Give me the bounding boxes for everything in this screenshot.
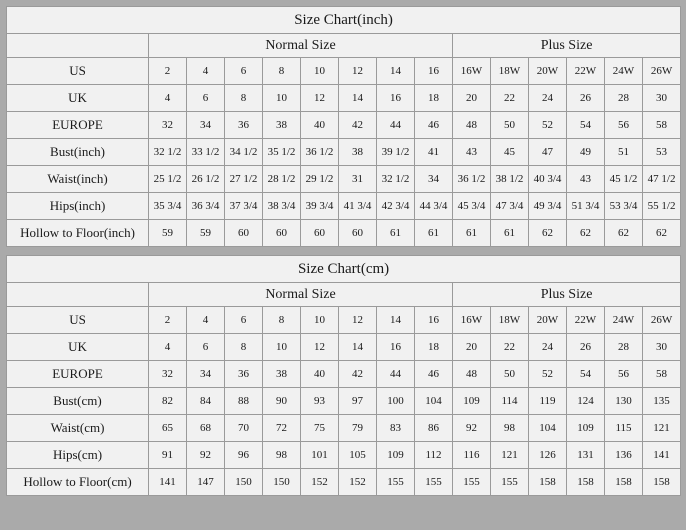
cell: 8 [225, 85, 263, 112]
cell: 16W [453, 58, 491, 85]
cell: 34 [187, 112, 225, 139]
chart-title: Size Chart(inch) [7, 7, 681, 34]
cell: 41 [415, 139, 453, 166]
cell: 126 [529, 442, 567, 469]
cell: 12 [339, 307, 377, 334]
cell: 16 [415, 307, 453, 334]
cell: 38 [263, 112, 301, 139]
table-title-row [7, 7, 681, 34]
cell: 62 [529, 220, 567, 247]
cell: 30 [643, 334, 681, 361]
cell: 92 [453, 415, 491, 442]
cell: 155 [453, 469, 491, 496]
row-label: UK [7, 334, 149, 361]
cell: 79 [339, 415, 377, 442]
table-row [7, 220, 681, 247]
cell: 46 [415, 112, 453, 139]
cell: 72 [263, 415, 301, 442]
cell: 109 [453, 388, 491, 415]
cell: 10 [263, 85, 301, 112]
cell: 45 3/4 [453, 193, 491, 220]
group-header-plus: Plus Size [453, 283, 681, 307]
cell: 24 [529, 334, 567, 361]
cell: 26 1/2 [187, 166, 225, 193]
cell: 116 [453, 442, 491, 469]
row-label: Waist(cm) [7, 415, 149, 442]
table-row [7, 415, 681, 442]
table-row [7, 334, 681, 361]
cell: 53 [643, 139, 681, 166]
row-label: Hips(cm) [7, 442, 149, 469]
cell: 38 [339, 139, 377, 166]
cell: 88 [225, 388, 263, 415]
size-chart-inch-table [6, 6, 681, 247]
cell: 100 [377, 388, 415, 415]
cell: 12 [301, 85, 339, 112]
table-row [7, 139, 681, 166]
cell: 59 [149, 220, 187, 247]
cell: 158 [567, 469, 605, 496]
cell: 109 [377, 442, 415, 469]
cell: 49 [567, 139, 605, 166]
cell: 34 1/2 [225, 139, 263, 166]
cell: 4 [149, 85, 187, 112]
cell: 158 [643, 469, 681, 496]
cell: 41 3/4 [339, 193, 377, 220]
cell: 155 [377, 469, 415, 496]
cell: 45 1/2 [605, 166, 643, 193]
cell: 150 [263, 469, 301, 496]
table-row [7, 166, 681, 193]
cell: 42 [339, 112, 377, 139]
cell: 58 [643, 361, 681, 388]
cell: 90 [263, 388, 301, 415]
cell: 26 [567, 334, 605, 361]
cell: 8 [263, 307, 301, 334]
cell: 52 [529, 361, 567, 388]
cell: 22W [567, 58, 605, 85]
row-label: Hollow to Floor(cm) [7, 469, 149, 496]
cell: 47 3/4 [491, 193, 529, 220]
cell: 2 [149, 307, 187, 334]
table-row [7, 85, 681, 112]
row-label: EUROPE [7, 112, 149, 139]
cell: 60 [225, 220, 263, 247]
cell: 44 [377, 112, 415, 139]
cell: 104 [529, 415, 567, 442]
cell: 10 [301, 58, 339, 85]
cell: 4 [149, 334, 187, 361]
cell: 60 [339, 220, 377, 247]
cell: 56 [605, 361, 643, 388]
cell: 70 [225, 415, 263, 442]
cell: 22 [491, 85, 529, 112]
cell: 119 [529, 388, 567, 415]
cell: 47 [529, 139, 567, 166]
cell: 51 3/4 [567, 193, 605, 220]
cell: 51 [605, 139, 643, 166]
cell: 155 [491, 469, 529, 496]
cell: 25 1/2 [149, 166, 187, 193]
cell: 40 [301, 112, 339, 139]
cell: 98 [263, 442, 301, 469]
cell: 65 [149, 415, 187, 442]
cell: 32 1/2 [149, 139, 187, 166]
cell: 47 1/2 [643, 166, 681, 193]
table-row [7, 388, 681, 415]
cell: 2 [149, 58, 187, 85]
table-row [7, 307, 681, 334]
cell: 54 [567, 112, 605, 139]
cell: 28 1/2 [263, 166, 301, 193]
table-row [7, 193, 681, 220]
cell: 14 [377, 307, 415, 334]
cell: 60 [301, 220, 339, 247]
cell: 44 [377, 361, 415, 388]
cell: 58 [643, 112, 681, 139]
cell: 54 [567, 361, 605, 388]
cell: 24W [605, 307, 643, 334]
row-label: US [7, 58, 149, 85]
table-row [7, 442, 681, 469]
cell: 39 1/2 [377, 139, 415, 166]
cell: 93 [301, 388, 339, 415]
cell: 36 [225, 361, 263, 388]
cell: 75 [301, 415, 339, 442]
cell: 130 [605, 388, 643, 415]
cell: 152 [301, 469, 339, 496]
cell: 35 3/4 [149, 193, 187, 220]
cell: 22W [567, 307, 605, 334]
cell: 82 [149, 388, 187, 415]
row-label: EUROPE [7, 361, 149, 388]
table-row [7, 58, 681, 85]
cell: 35 1/2 [263, 139, 301, 166]
cell: 27 1/2 [225, 166, 263, 193]
cell: 40 [301, 361, 339, 388]
cell: 12 [339, 58, 377, 85]
cell: 4 [187, 58, 225, 85]
cell: 26W [643, 307, 681, 334]
cell: 48 [453, 112, 491, 139]
cell: 96 [225, 442, 263, 469]
cell: 55 1/2 [643, 193, 681, 220]
cell: 26W [643, 58, 681, 85]
cell: 18 [415, 85, 453, 112]
cell: 92 [187, 442, 225, 469]
cell: 26 [567, 85, 605, 112]
corner-cell [7, 283, 149, 307]
size-chart-cm-table [6, 255, 681, 496]
cell: 84 [187, 388, 225, 415]
cell: 101 [301, 442, 339, 469]
cell: 14 [377, 58, 415, 85]
row-label: Hips(inch) [7, 193, 149, 220]
cell: 49 3/4 [529, 193, 567, 220]
cell: 12 [301, 334, 339, 361]
table-title-row [7, 256, 681, 283]
cell: 53 3/4 [605, 193, 643, 220]
cell: 33 1/2 [187, 139, 225, 166]
cell: 97 [339, 388, 377, 415]
cell: 158 [605, 469, 643, 496]
cell: 50 [491, 361, 529, 388]
cell: 34 [187, 361, 225, 388]
cell: 36 [225, 112, 263, 139]
row-label: UK [7, 85, 149, 112]
cell: 16 [377, 85, 415, 112]
cell: 61 [377, 220, 415, 247]
cell: 6 [187, 334, 225, 361]
cell: 131 [567, 442, 605, 469]
cell: 20W [529, 307, 567, 334]
cell: 31 [339, 166, 377, 193]
cell: 50 [491, 112, 529, 139]
cell: 115 [605, 415, 643, 442]
cell: 121 [491, 442, 529, 469]
cell: 28 [605, 85, 643, 112]
cell: 36 1/2 [301, 139, 339, 166]
cell: 105 [339, 442, 377, 469]
cell: 6 [225, 58, 263, 85]
cell: 8 [225, 334, 263, 361]
cell: 32 [149, 112, 187, 139]
cell: 68 [187, 415, 225, 442]
cell: 37 3/4 [225, 193, 263, 220]
cell: 112 [415, 442, 453, 469]
cell: 20 [453, 85, 491, 112]
cell: 8 [263, 58, 301, 85]
chart-title: Size Chart(cm) [7, 256, 681, 283]
cell: 40 3/4 [529, 166, 567, 193]
cell: 121 [643, 415, 681, 442]
row-label: Bust(cm) [7, 388, 149, 415]
cell: 42 [339, 361, 377, 388]
cell: 46 [415, 361, 453, 388]
cell: 147 [187, 469, 225, 496]
row-label: US [7, 307, 149, 334]
cell: 38 3/4 [263, 193, 301, 220]
cell: 124 [567, 388, 605, 415]
cell: 52 [529, 112, 567, 139]
cell: 16 [377, 334, 415, 361]
cell: 36 1/2 [453, 166, 491, 193]
cell: 22 [491, 334, 529, 361]
cell: 86 [415, 415, 453, 442]
table-row [7, 112, 681, 139]
cell: 61 [415, 220, 453, 247]
cell: 62 [643, 220, 681, 247]
cell: 14 [339, 85, 377, 112]
cell: 16 [415, 58, 453, 85]
cell: 135 [643, 388, 681, 415]
cell: 91 [149, 442, 187, 469]
cell: 45 [491, 139, 529, 166]
cell: 20W [529, 58, 567, 85]
cell: 36 3/4 [187, 193, 225, 220]
cell: 60 [263, 220, 301, 247]
cell: 61 [453, 220, 491, 247]
cell: 48 [453, 361, 491, 388]
cell: 59 [187, 220, 225, 247]
cell: 34 [415, 166, 453, 193]
cell: 98 [491, 415, 529, 442]
cell: 39 3/4 [301, 193, 339, 220]
cell: 14 [339, 334, 377, 361]
cell: 29 1/2 [301, 166, 339, 193]
cell: 4 [187, 307, 225, 334]
cell: 56 [605, 112, 643, 139]
cell: 24 [529, 85, 567, 112]
cell: 30 [643, 85, 681, 112]
cell: 158 [529, 469, 567, 496]
cell: 10 [263, 334, 301, 361]
cell: 114 [491, 388, 529, 415]
cell: 43 [453, 139, 491, 166]
cell: 83 [377, 415, 415, 442]
cell: 38 [263, 361, 301, 388]
cell: 6 [225, 307, 263, 334]
row-label: Waist(inch) [7, 166, 149, 193]
group-header-row [7, 34, 681, 58]
row-label: Bust(inch) [7, 139, 149, 166]
cell: 10 [301, 307, 339, 334]
group-header-plus: Plus Size [453, 34, 681, 58]
group-header-normal: Normal Size [149, 283, 453, 307]
cell: 62 [567, 220, 605, 247]
cell: 32 1/2 [377, 166, 415, 193]
cell: 109 [567, 415, 605, 442]
corner-cell [7, 34, 149, 58]
cell: 141 [149, 469, 187, 496]
cell: 16W [453, 307, 491, 334]
row-label: Hollow to Floor(inch) [7, 220, 149, 247]
cell: 18 [415, 334, 453, 361]
group-header-normal: Normal Size [149, 34, 453, 58]
cell: 28 [605, 334, 643, 361]
cell: 6 [187, 85, 225, 112]
cell: 32 [149, 361, 187, 388]
cell: 62 [605, 220, 643, 247]
cell: 18W [491, 307, 529, 334]
table-row [7, 361, 681, 388]
table-row [7, 469, 681, 496]
cell: 24W [605, 58, 643, 85]
cell: 104 [415, 388, 453, 415]
cell: 38 1/2 [491, 166, 529, 193]
cell: 42 3/4 [377, 193, 415, 220]
cell: 20 [453, 334, 491, 361]
cell: 44 3/4 [415, 193, 453, 220]
cell: 155 [415, 469, 453, 496]
group-header-row [7, 283, 681, 307]
cell: 18W [491, 58, 529, 85]
cell: 136 [605, 442, 643, 469]
cell: 61 [491, 220, 529, 247]
cell: 150 [225, 469, 263, 496]
cell: 141 [643, 442, 681, 469]
cell: 43 [567, 166, 605, 193]
cell: 152 [339, 469, 377, 496]
